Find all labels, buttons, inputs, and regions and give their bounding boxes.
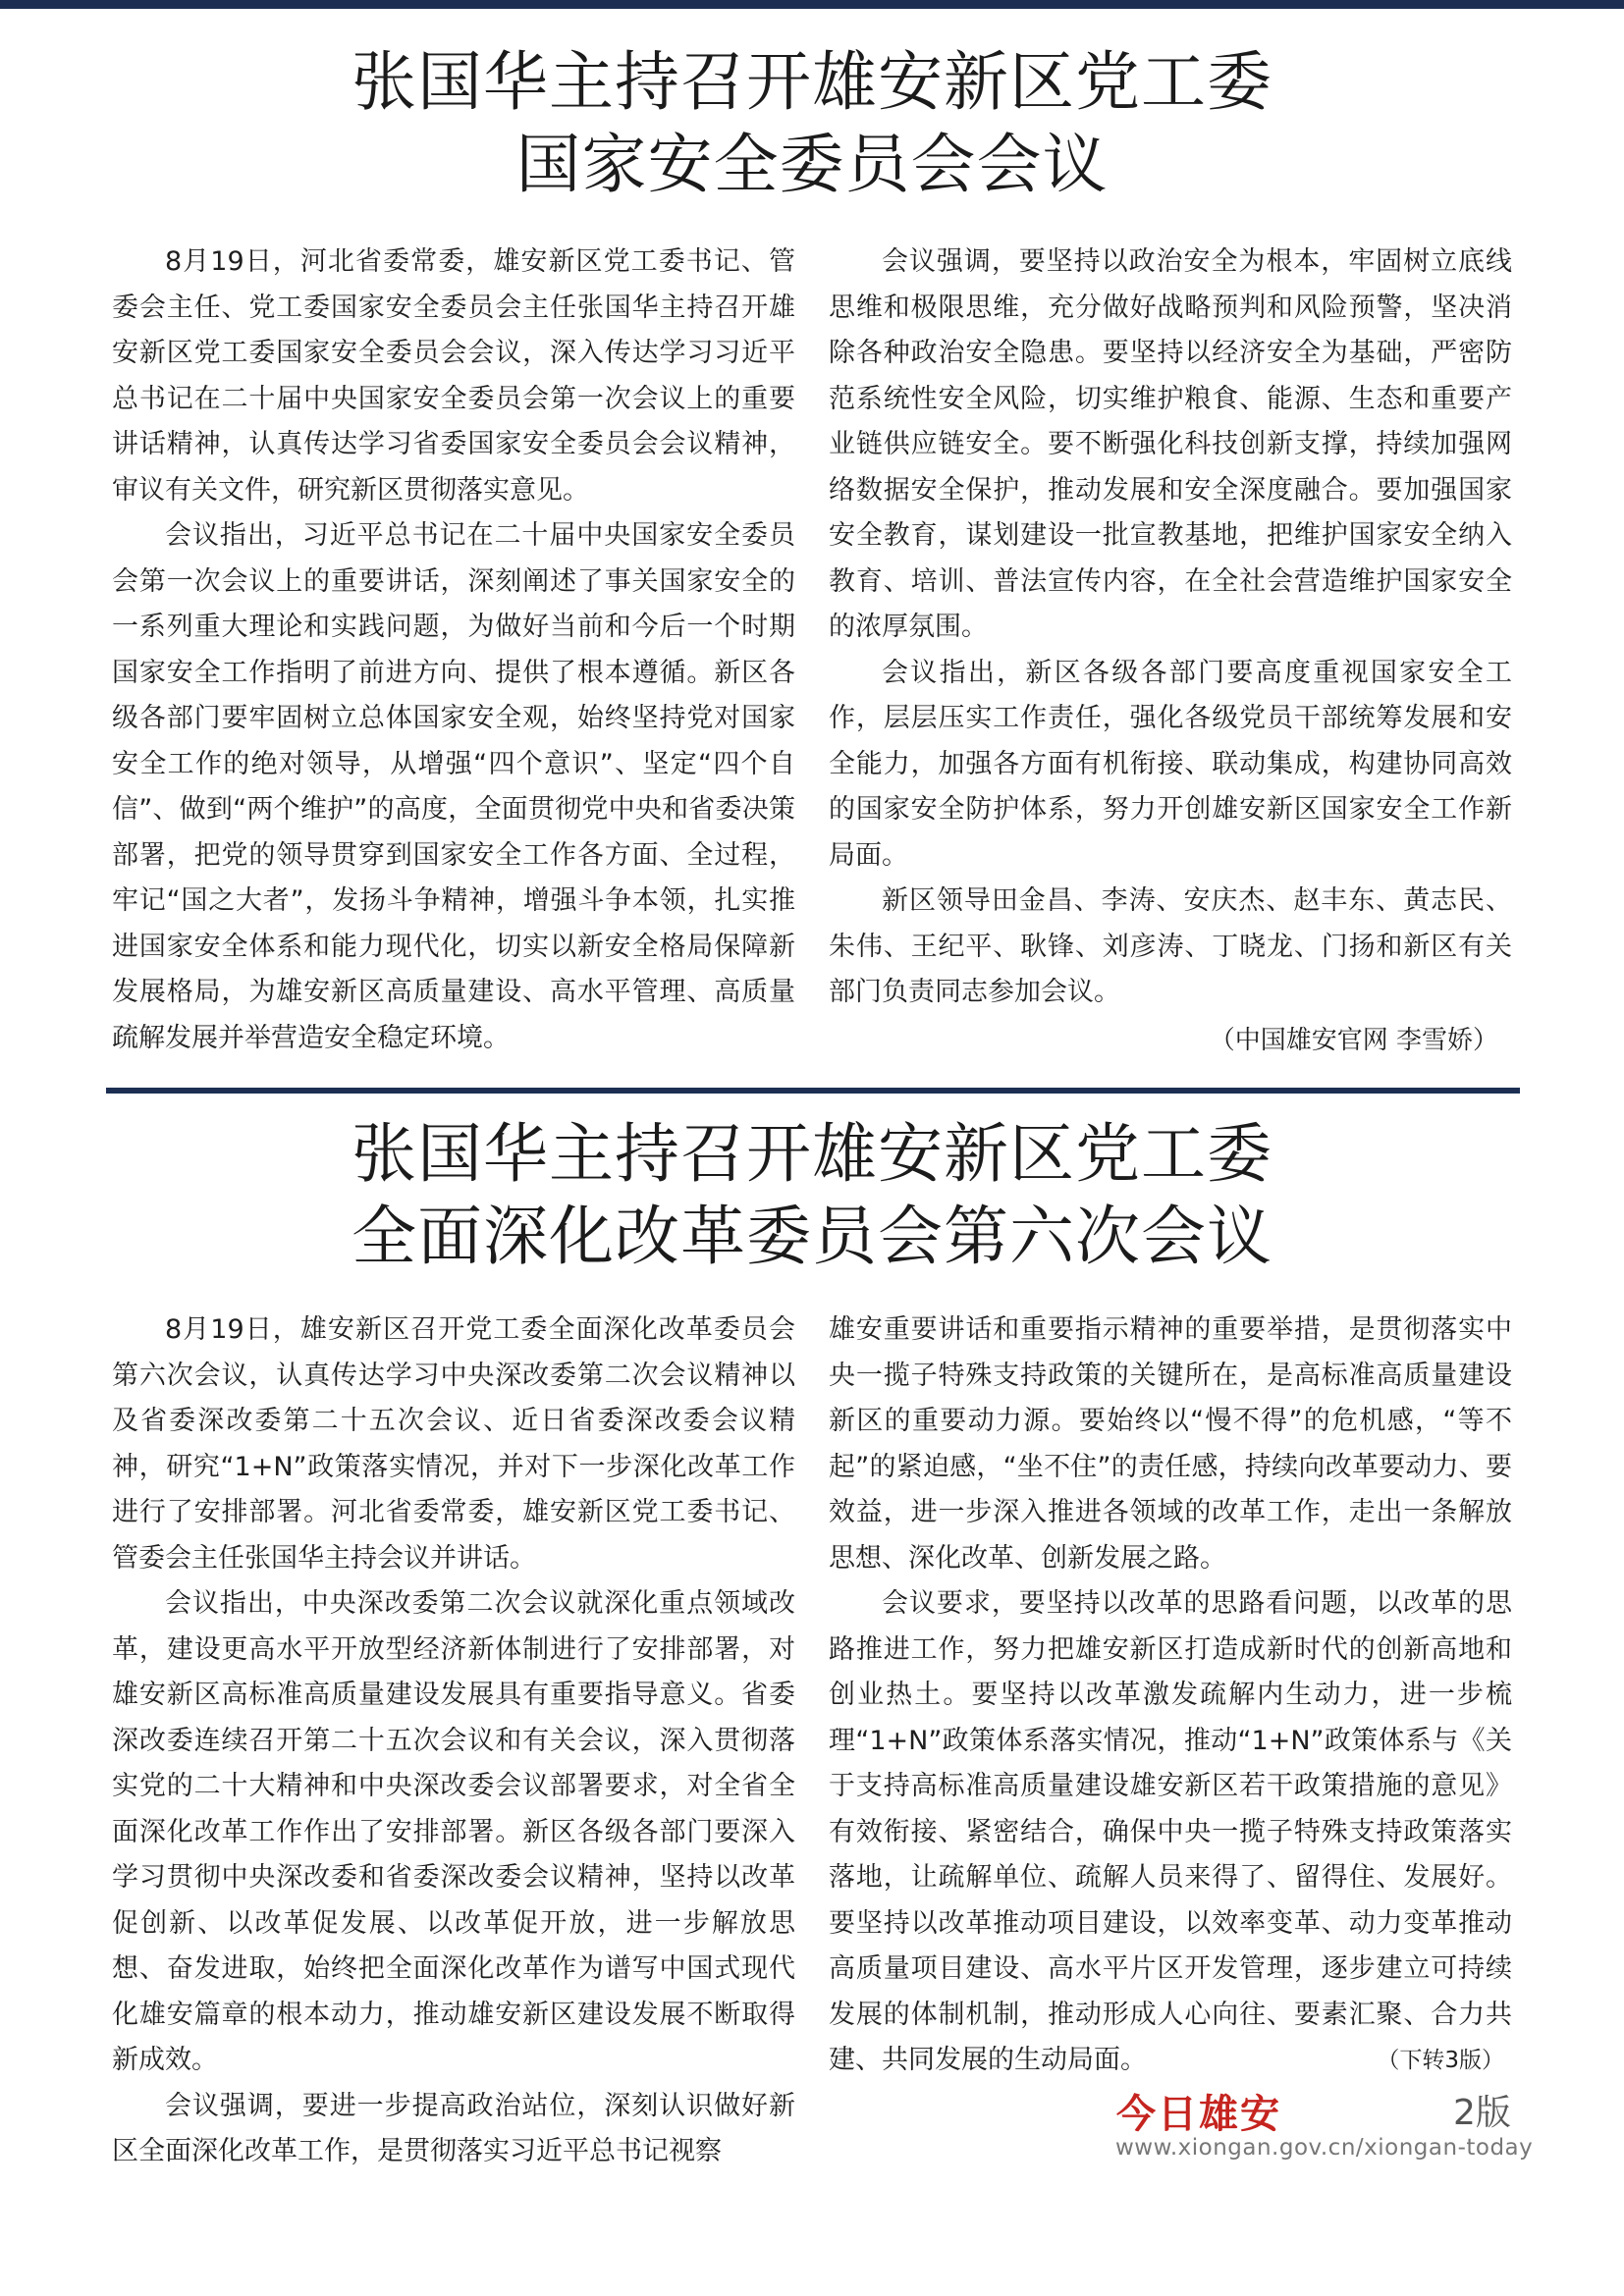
article1-paragraph: 新区领导田金昌、李涛、安庆杰、赵丰东、黄志民、朱伟、王纪平、耿锋、刘彦涛、丁晓龙、门扬和新区有关部门负责同志参加会议。 xyxy=(829,885,1512,1007)
article1-paragraph: 会议指出，新区各级各部门要高度重视国家安全工作，层层压实工作责任，强化各级党员干部统筹发展和安全能力，加强各方面有机衔接、联动集成，构建协同高效的国家安全防护体系，努力开创雄安新区国家安全工作新局面。 xyxy=(829,657,1512,871)
article2-paragraph-continued: 雄安重要讲话和重要指示精神的重要举措，是贯彻落实中央一揽子特殊支持政策的关键所在，是高标准高质量建设新区的重要动力源。要始终以“慢不得”的危机感，“等不起”的紧迫感，“坐不住”的责任感，持续向改革要动力、要效益，进一步深入推进各领域的改革工作，走出一条解放思想、深化改革、创新发展之路。 xyxy=(829,1314,1512,1574)
article2-paragraph xyxy=(829,1581,1512,2084)
article2-left-column xyxy=(112,1308,795,2175)
article1-right-column xyxy=(829,240,1512,1063)
article1-title xyxy=(0,41,1624,206)
article1-title-line1: 张国华主持召开雄安新区党工委 xyxy=(352,44,1272,120)
article2-title xyxy=(0,1113,1624,1278)
newspaper-logo: 今日雄安 xyxy=(1116,2091,1281,2137)
website-url: www.xiongan.gov.cn/xiongan-today xyxy=(1115,2135,1534,2161)
article1-paragraph: 会议强调，要坚持以政治安全为根本，牢固树立底线思维和极限思维，充分做好战略预判和风险预警，坚决消除各种政治安全隐患。要坚持以经济安全为基础，严密防范系统性安全风险，切实维护粮食、能源、生态和重要产业链供应链安全。要不断强化科技创新支撑，持续加强网络数据安全保护，推动发展和安全深度融合。要加强国家安全教育，谋划建设一批宣教基地，把维护国家安全纳入教育、培训、普法宣传内容，在全社会营造维护国家安全的浓厚氛围。 xyxy=(829,246,1512,642)
article2-title-line1: 张国华主持召开雄安新区党工委 xyxy=(352,1116,1272,1192)
page-number: 2版 xyxy=(1453,2093,1511,2133)
article2-paragraph: 会议指出，中央深改委第二次会议就深化重点领域改革，建设更高水平开放型经济新体制进行了安排部署，对雄安新区高标准高质量建设发展具有重要指导意义。省委深改委连续召开第二十五次会议和有关会议，深入贯彻落实党的二十大精神和中央深改委会议部署要求，对全省全面深化改革工作作出了安排部署。新区各级各部门要深入学习贯彻中央深改委和省委深改委会议精神，坚持以改革促创新、以改革促发展、以改革促开放，进一步解放思想、奋发进取，始终把全面深化改革作为谱写中国式现代化雄安篇章的根本动力，推动雄安新区建设发展不断取得新成效。 xyxy=(112,1588,795,2075)
article2-right-column xyxy=(829,1308,1512,2084)
article1-title-line2: 国家安全委员会会议 xyxy=(515,127,1109,202)
article2-title-line2: 全面深化改革委员会第六次会议 xyxy=(352,1199,1272,1274)
continued-on-page-note: （下转3版） xyxy=(1377,2048,1504,2073)
article2-paragraph: 会议强调，要进一步提高政治站位，深刻认识做好新区全面深化改革工作，是贯彻落实习近平总书记视察 xyxy=(112,2090,795,2166)
section-divider xyxy=(106,1088,1520,1094)
article2-paragraph-text: 会议要求，要坚持以改革的思路看问题，以改革的思路推进工作，努力把雄安新区打造成新时代的创新高地和创业热土。要坚持以改革激发疏解内生动力，进一步梳理“1+N”政策体系落实情况，推动“1+N”政策体系与《关于支持高标准高质量建设雄安新区若干政策措施的意见》有效衔接、紧密结合，确保中央一揽子特殊支持政策落实落地，让疏解单位、疏解人员来得了、留得住、发展好。要坚持以改革推动项目建设，以效率变革、动力变革推动高质量项目建设、高水平片区开发管理，逐步建立可持续发展的体制机制，推动形成人心向往、要素汇聚、合力共建、共同发展的生动局面。 xyxy=(829,1588,1512,2075)
article2-paragraph: 8月19日，雄安新区召开党工委全面深化改革委员会第六次会议，认真传达学习中央深改委第二次会议精神以及省委深改委第二十五次会议、近日省委深改委会议精神，研究“1+N”政策落实情况，并对下一步深化改革工作进行了安排部署。河北省委常委，雄安新区党工委书记、管委会主任张国华主持会议并讲话。 xyxy=(112,1314,795,1574)
top-rule xyxy=(0,0,1624,9)
article1-signoff: （中国雄安官网 李雪娇） xyxy=(1209,1025,1498,1055)
article1-paragraph: 8月19日，河北省委常委，雄安新区党工委书记、管委会主任、党工委国家安全委员会主任张国华主持召开雄安新区党工委国家安全委员会会议，深入传达学习习近平总书记在二十届中央国家安全委员会第一次会议上的重要讲话精神，认真传达学习省委国家安全委员会会议精神，审议有关文件，研究新区贯彻落实意见。 xyxy=(112,246,795,506)
article1-left-column xyxy=(112,240,795,1061)
article1-paragraph: 会议指出，习近平总书记在二十届中央国家安全委员会第一次会议上的重要讲话，深刻阐述了事关国家安全的一系列重大理论和实践问题，为做好当前和今后一个时期国家安全工作指明了前进方向、提供了根本遵循。新区各级各部门要牢固树立总体国家安全观，始终坚持党对国家安全工作的绝对领导，从增强“四个意识”、坚定“四个自信”、做到“两个维护”的高度，全面贯彻党中央和省委决策部署，把党的领导贯穿到国家安全工作各方面、全过程，牢记“国之大者”，发扬斗争精神，增强斗争本领，扎实推进国家安全体系和能力现代化，切实以新安全格局保障新发展格局，为雄安新区高质量建设、高水平管理、高质量疏解发展并举营造安全稳定环境。 xyxy=(112,520,795,1053)
